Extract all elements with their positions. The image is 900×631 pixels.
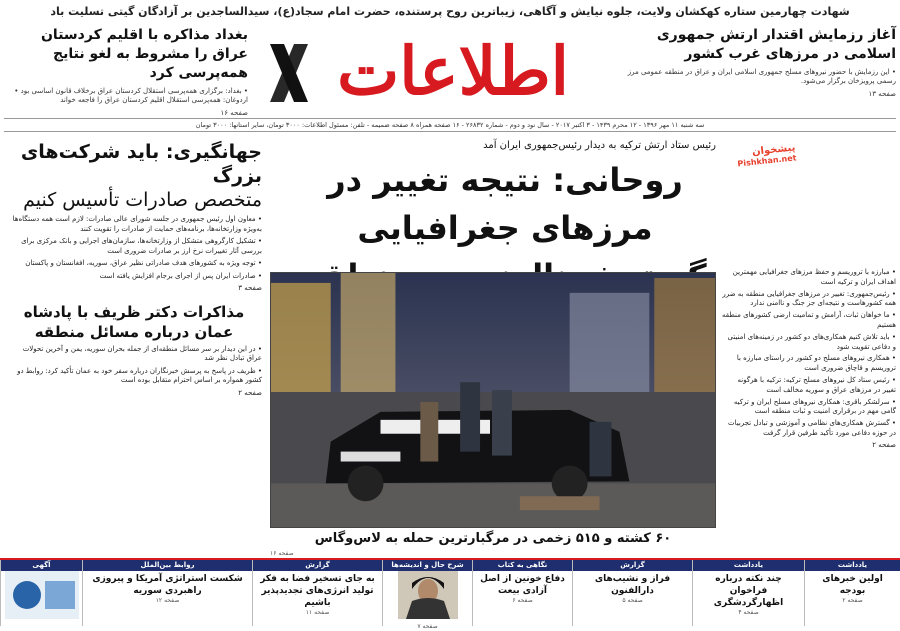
teaser-title: شکست استراتژی آمریکا و پیروزی راهبردی سوریه — [92, 574, 243, 596]
pishkhan-watermark — [725, 142, 797, 169]
list-item: • گسترش همکاری‌های نظامی و آموزشی و تبادل تجربیات در حوزه دفاعی مورد تأکید طرفین قرار گرفت — [728, 419, 896, 437]
teaser-category: گزارش — [253, 560, 382, 571]
list-item: • در این دیدار بر سر مسائل منطقه‌ای از جمله بحران سوریه، یمن و آخرین تحولات عراق تبادل نظر شد — [22, 344, 262, 362]
teaser-page: صفحه ۶ — [512, 597, 533, 604]
portrait-image — [398, 571, 458, 619]
watermark-site: Pishkhan.net — [737, 153, 797, 169]
teaser-page: صفحه ۴ — [738, 609, 759, 616]
list-item: • توجه ویژه به کشورهای هدف صادراتی نظیر عراق، سوریه، افغانستان و پاکستان — [25, 259, 262, 267]
teaser-page: صفحه ۲ — [842, 597, 863, 604]
bottom-teaser[interactable] — [252, 560, 382, 626]
masthead-logo: اطلاعات — [337, 32, 569, 110]
list-item: • صادرات ایران پس از اجرای برجام افزایش یافته است — [99, 271, 262, 280]
right-teaser-page: صفحه ۱۳ — [868, 90, 896, 98]
bottom-teaser[interactable] — [804, 560, 900, 626]
right-column — [722, 268, 896, 556]
teaser-title: دفاع خونین از اصل آزادی بیعت — [480, 574, 565, 596]
teaser-page: صفحه ۱۲ — [155, 597, 180, 604]
teaser-title: چند نکته درباره فراخوان اظهارگردشگری — [713, 574, 784, 608]
teaser-title: به جای تسخیر فضا به فکر تولید انرژی‌های تجدیدپذیر باشیم — [260, 574, 375, 608]
watermark-text: پیشخوان — [751, 142, 796, 158]
teaser-category: آگهی — [1, 560, 82, 571]
teaser-category: یادداشت — [693, 560, 804, 571]
list-item: • سرلشکر باقری: همکاری نیروهای مسلح ایران و ترکیه گامی مهم در برقراری امنیت و ثبات منطقه است — [733, 397, 896, 416]
bottom-teaser[interactable] — [82, 560, 252, 626]
dateline: سه شنبه ۱۱ مهر ۱۳۹۶ - ۱۲ محرم ۱۴۳۹ - ۳ اکتبر ۲۰۱۷ - سال نود و دوم - شماره ۲۶۸۳۲ - ۱۶ صفحه همراه ۸ صفحه ضمیمه - تلفن: مسئول اطلاعات: ۳۰۰۰ تومان، سایر استانها: ۳۰۰۰ تومان — [4, 118, 896, 132]
list-item: • تشکیل کارگروهی متشکل از وزارتخانه‌ها، سازمان‌های اجرایی و بانک مرکزی برای بررسی آثار تغییرات نرخ ارز بر صادرات ضروری است — [21, 237, 262, 255]
las-vegas-police-photo[interactable] — [270, 272, 716, 528]
list-item: • مبارزه با تروریسم و حفظ مرزهای جغرافیایی مهمترین اهداف ایران و ترکیه است — [732, 268, 896, 286]
ad-image — [5, 571, 79, 619]
right-teaser-body: • این رزمایش با حضور نیروهای مسلح جمهوری اسلامی ایران و عراق در منطقه عمومی مرز رسمی پرویزخان برگزار می‌شود. — [627, 68, 896, 85]
right-teaser-headline: آغاز رزمایش اقتدار ارتش جمهوری اسلامی در مرزهای غرب کشور — [656, 27, 896, 62]
teaser-category: گزارش — [573, 560, 692, 571]
list-item: • باید تلاش کنیم همکاری‌های دو کشور در زمینه‌های امنیتی و دفاعی تقویت شود — [727, 332, 896, 351]
bottom-teaser[interactable] — [692, 560, 804, 626]
left-teaser-page: صفحه ۱۶ — [220, 109, 248, 117]
teaser-page: صفحه ۱۱ — [305, 609, 330, 616]
list-item: • معاون اول رئیس جمهوری در جلسه شورای عالی صادرات: لازم است همه دستگاه‌ها به‌ویژه وزارتخانه‌ها، برنامه‌های حمایت از صادرات را تقویت کنند — [12, 215, 262, 233]
main-headline-line-1: روحانی: نتیجه تغییر در مرزهای جغرافیایی — [327, 161, 683, 247]
page-ref: صفحه ۲ — [872, 440, 896, 449]
list-item: • ما خواهان ثبات، آرامش و تمامیت ارضی کشورهای منطقه هستیم — [722, 311, 896, 329]
kicker: رئیس ستاد ارتش ترکیه به دیدار رئیس‌جمهوری ایران آمد — [483, 140, 716, 151]
list-item: • همکاری نیروهای مسلح دو کشور در راستای مبارزه با تروریسم و قاچاق ضروری است — [736, 354, 896, 373]
list-item: • رئیس ستاد کل نیروهای مسلح ترکیه: ترکیه با هرگونه تغییر در مرزهای عراق و سوریه مخالف است — [737, 375, 896, 394]
list-item: • ظریف در پاسخ به پرسش خبرنگاران درباره سفر خود به عمان تأکید کرد: روابط دو کشور همواره بر اساس احترام متقابل بوده است — [17, 366, 262, 384]
photo-page-ref: صفحه ۱۶ — [270, 550, 294, 557]
teaser-category: یادداشت — [805, 560, 900, 571]
top-banner: شهادت چهارمین ستاره کهکشان ولایت، جلوه نیایش و آگاهی، زیباترین روح پرستنده، حضرت امام سجاد(ع)، سیدالساجدین بر آزادگان گیتی تسلیت باد — [50, 5, 850, 18]
teaser-title: فراز و نشیب‌های دارالفنون — [594, 574, 671, 596]
bottom-teaser[interactable] — [572, 560, 692, 626]
teaser-category: روابط بین‌الملل — [83, 560, 252, 571]
bottom-teaser-portrait[interactable] — [382, 560, 472, 630]
left-column-subheadline[interactable]: متخصص صادرات تأسیس کنیم — [23, 189, 262, 211]
right-teaser[interactable] — [618, 26, 896, 99]
teaser-page: صفحه ۷ — [417, 623, 438, 630]
teaser-title: اولین خبرهای بودجه — [822, 574, 883, 596]
zarif-oman-headline[interactable]: مذاکرات دکتر ظریف با پادشاه عمان درباره مسائل منطقه — [23, 302, 245, 341]
left-teaser-body: • بغداد: برگزاری همه‌پرسی استقلال کردستان عراق برخلاف قانون اساسی بود • اردوغان: همه‌پرسی استقلال اقلیم کردستان عراق را فاجعه خواند — [14, 87, 248, 104]
left-column — [6, 140, 262, 556]
left-teaser[interactable] — [6, 26, 248, 118]
list-item: • رئیس‌جمهوری: تغییر در مرزهای جغرافیایی منطقه به ضرر همه کشورهاست و نتیجه‌ای جز جنگ و ناامنی ندارد — [722, 289, 896, 308]
bottom-ad[interactable] — [0, 560, 82, 626]
teaser-category: شرح حال و اندیشه‌ها — [383, 560, 472, 571]
photo-caption: ۶۰ کشته و ۵۱۵ زخمی در مرگبارترین حمله به لاس‌وگاس — [314, 531, 672, 546]
page-ref: صفحه ۲ — [238, 388, 262, 397]
teaser-category: نگاهی به کتاب — [473, 560, 572, 571]
left-teaser-headline: بغداد مذاکره با اقلیم کردستان عراق را مشروط به لغو نتایج همه‌پرسی کرد — [40, 27, 248, 81]
page-ref: صفحه ۳ — [238, 284, 262, 292]
left-column-headline[interactable]: جهانگیری: باید شرکت‌های بزرگ — [20, 141, 262, 187]
bottom-teasers — [0, 558, 900, 630]
bottom-teaser[interactable] — [472, 560, 572, 626]
teaser-page: صفحه ۵ — [622, 597, 643, 604]
